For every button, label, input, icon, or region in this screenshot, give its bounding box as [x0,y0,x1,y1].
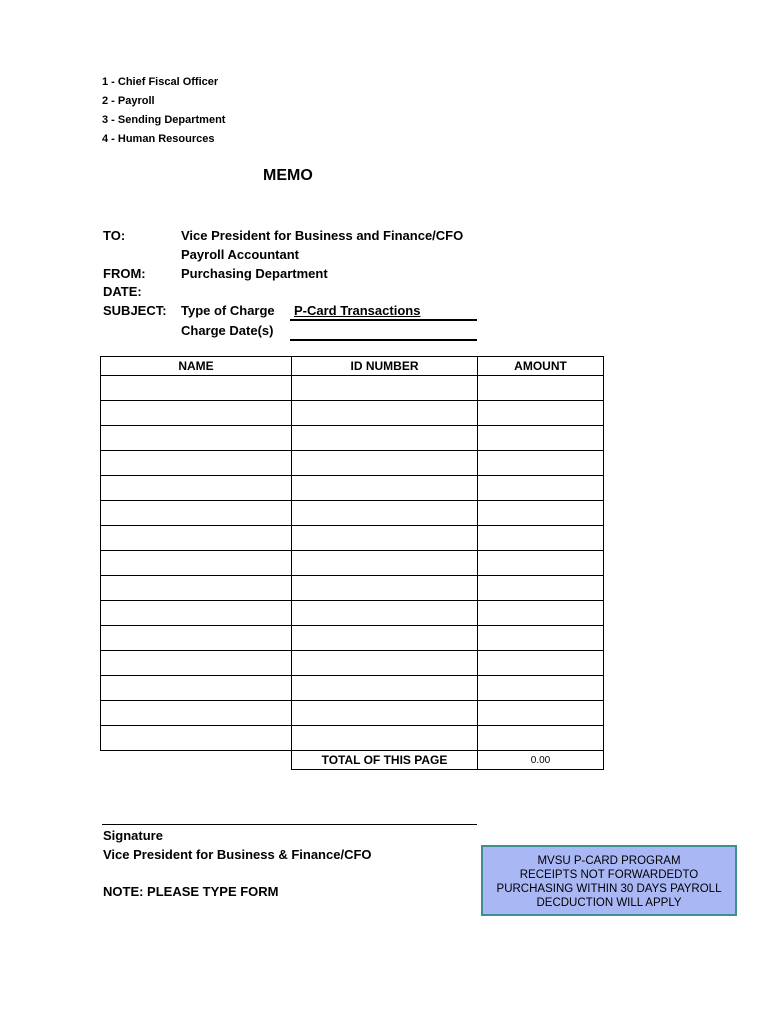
signature-label: Signature [103,828,163,843]
column-header-amount: AMOUNT [478,357,604,376]
notice-line: MVSU P-CARD PROGRAM [537,855,681,867]
column-header-name: NAME [101,357,292,376]
id-cell[interactable] [292,426,478,451]
amount-cell[interactable] [478,426,604,451]
id-cell[interactable] [292,526,478,551]
table-row [101,651,604,676]
amount-cell[interactable] [478,701,604,726]
table-row [101,476,604,501]
type-of-charge-value: P-Card Transactions [294,303,421,318]
type-of-charge-label: Type of Charge [181,303,275,318]
table-row [101,451,604,476]
table-row [101,426,604,451]
amount-cell[interactable] [478,576,604,601]
column-header-id: ID NUMBER [292,357,478,376]
table-row [101,601,604,626]
signature-title: Vice President for Business & Finance/CFO [103,847,372,862]
name-cell[interactable] [101,401,292,426]
charge-dates-label: Charge Date(s) [181,323,274,338]
table-row [101,576,604,601]
notice-line: DECDUCTION WILL APPLY [536,897,682,909]
distribution-item: 3 - Sending Department [102,114,226,126]
id-cell[interactable] [292,676,478,701]
from-label: FROM: [103,266,146,281]
name-cell[interactable] [101,576,292,601]
table-row [101,626,604,651]
id-cell[interactable] [292,601,478,626]
distribution-list [102,73,225,149]
id-cell[interactable] [292,401,478,426]
transaction-table [100,356,604,751]
name-cell[interactable] [101,726,292,751]
to-line-1: Vice President for Business and Finance/CFO [181,228,464,243]
name-cell[interactable] [101,526,292,551]
amount-cell[interactable] [478,526,604,551]
notice-line: PURCHASING WITHIN 30 DAYS PAYROLL [496,883,722,895]
notice-line: RECEIPTS NOT FORWARDEDTO [519,869,699,881]
signature-line [102,824,477,825]
name-cell[interactable] [101,551,292,576]
table-header-row [101,357,604,376]
amount-cell[interactable] [478,376,604,401]
id-cell[interactable] [292,576,478,601]
total-value: 0.00 [478,751,604,770]
table-row [101,701,604,726]
distribution-item: 2 - Payroll [102,95,155,107]
amount-cell[interactable] [478,676,604,701]
name-cell[interactable] [101,601,292,626]
charge-dates-line [290,339,477,341]
note-text: NOTE: PLEASE TYPE FORM [103,884,279,899]
name-cell[interactable] [101,426,292,451]
name-cell[interactable] [101,501,292,526]
table-row [101,676,604,701]
amount-cell[interactable] [478,476,604,501]
amount-cell[interactable] [478,451,604,476]
total-label: TOTAL OF THIS PAGE [292,751,478,770]
name-cell[interactable] [101,676,292,701]
table-row [101,401,604,426]
id-cell[interactable] [292,701,478,726]
table-row [101,376,604,401]
name-cell[interactable] [101,451,292,476]
amount-cell[interactable] [478,626,604,651]
name-cell[interactable] [101,476,292,501]
type-of-charge-line [290,319,477,321]
id-cell[interactable] [292,501,478,526]
distribution-item: 4 - Human Resources [102,133,215,145]
id-cell[interactable] [292,726,478,751]
amount-cell[interactable] [478,651,604,676]
name-cell[interactable] [101,376,292,401]
id-cell[interactable] [292,651,478,676]
table-row [101,726,604,751]
amount-cell[interactable] [478,551,604,576]
id-cell[interactable] [292,376,478,401]
to-line-2: Payroll Accountant [181,247,299,262]
to-label: TO: [103,228,126,243]
distribution-item: 1 - Chief Fiscal Officer [102,76,219,88]
subject-label: SUBJECT: [103,303,167,318]
id-cell[interactable] [292,626,478,651]
amount-cell[interactable] [478,401,604,426]
notice-box [481,845,737,916]
table-row [101,551,604,576]
table-row [101,501,604,526]
name-cell[interactable] [101,651,292,676]
id-cell[interactable] [292,551,478,576]
memo-title: MEMO [263,167,313,184]
total-row [291,750,604,770]
date-label: DATE: [103,284,142,299]
amount-cell[interactable] [478,501,604,526]
amount-cell[interactable] [478,601,604,626]
table-row [101,526,604,551]
name-cell[interactable] [101,701,292,726]
id-cell[interactable] [292,451,478,476]
from-value: Purchasing Department [181,266,328,281]
name-cell[interactable] [101,626,292,651]
id-cell[interactable] [292,476,478,501]
amount-cell[interactable] [478,726,604,751]
